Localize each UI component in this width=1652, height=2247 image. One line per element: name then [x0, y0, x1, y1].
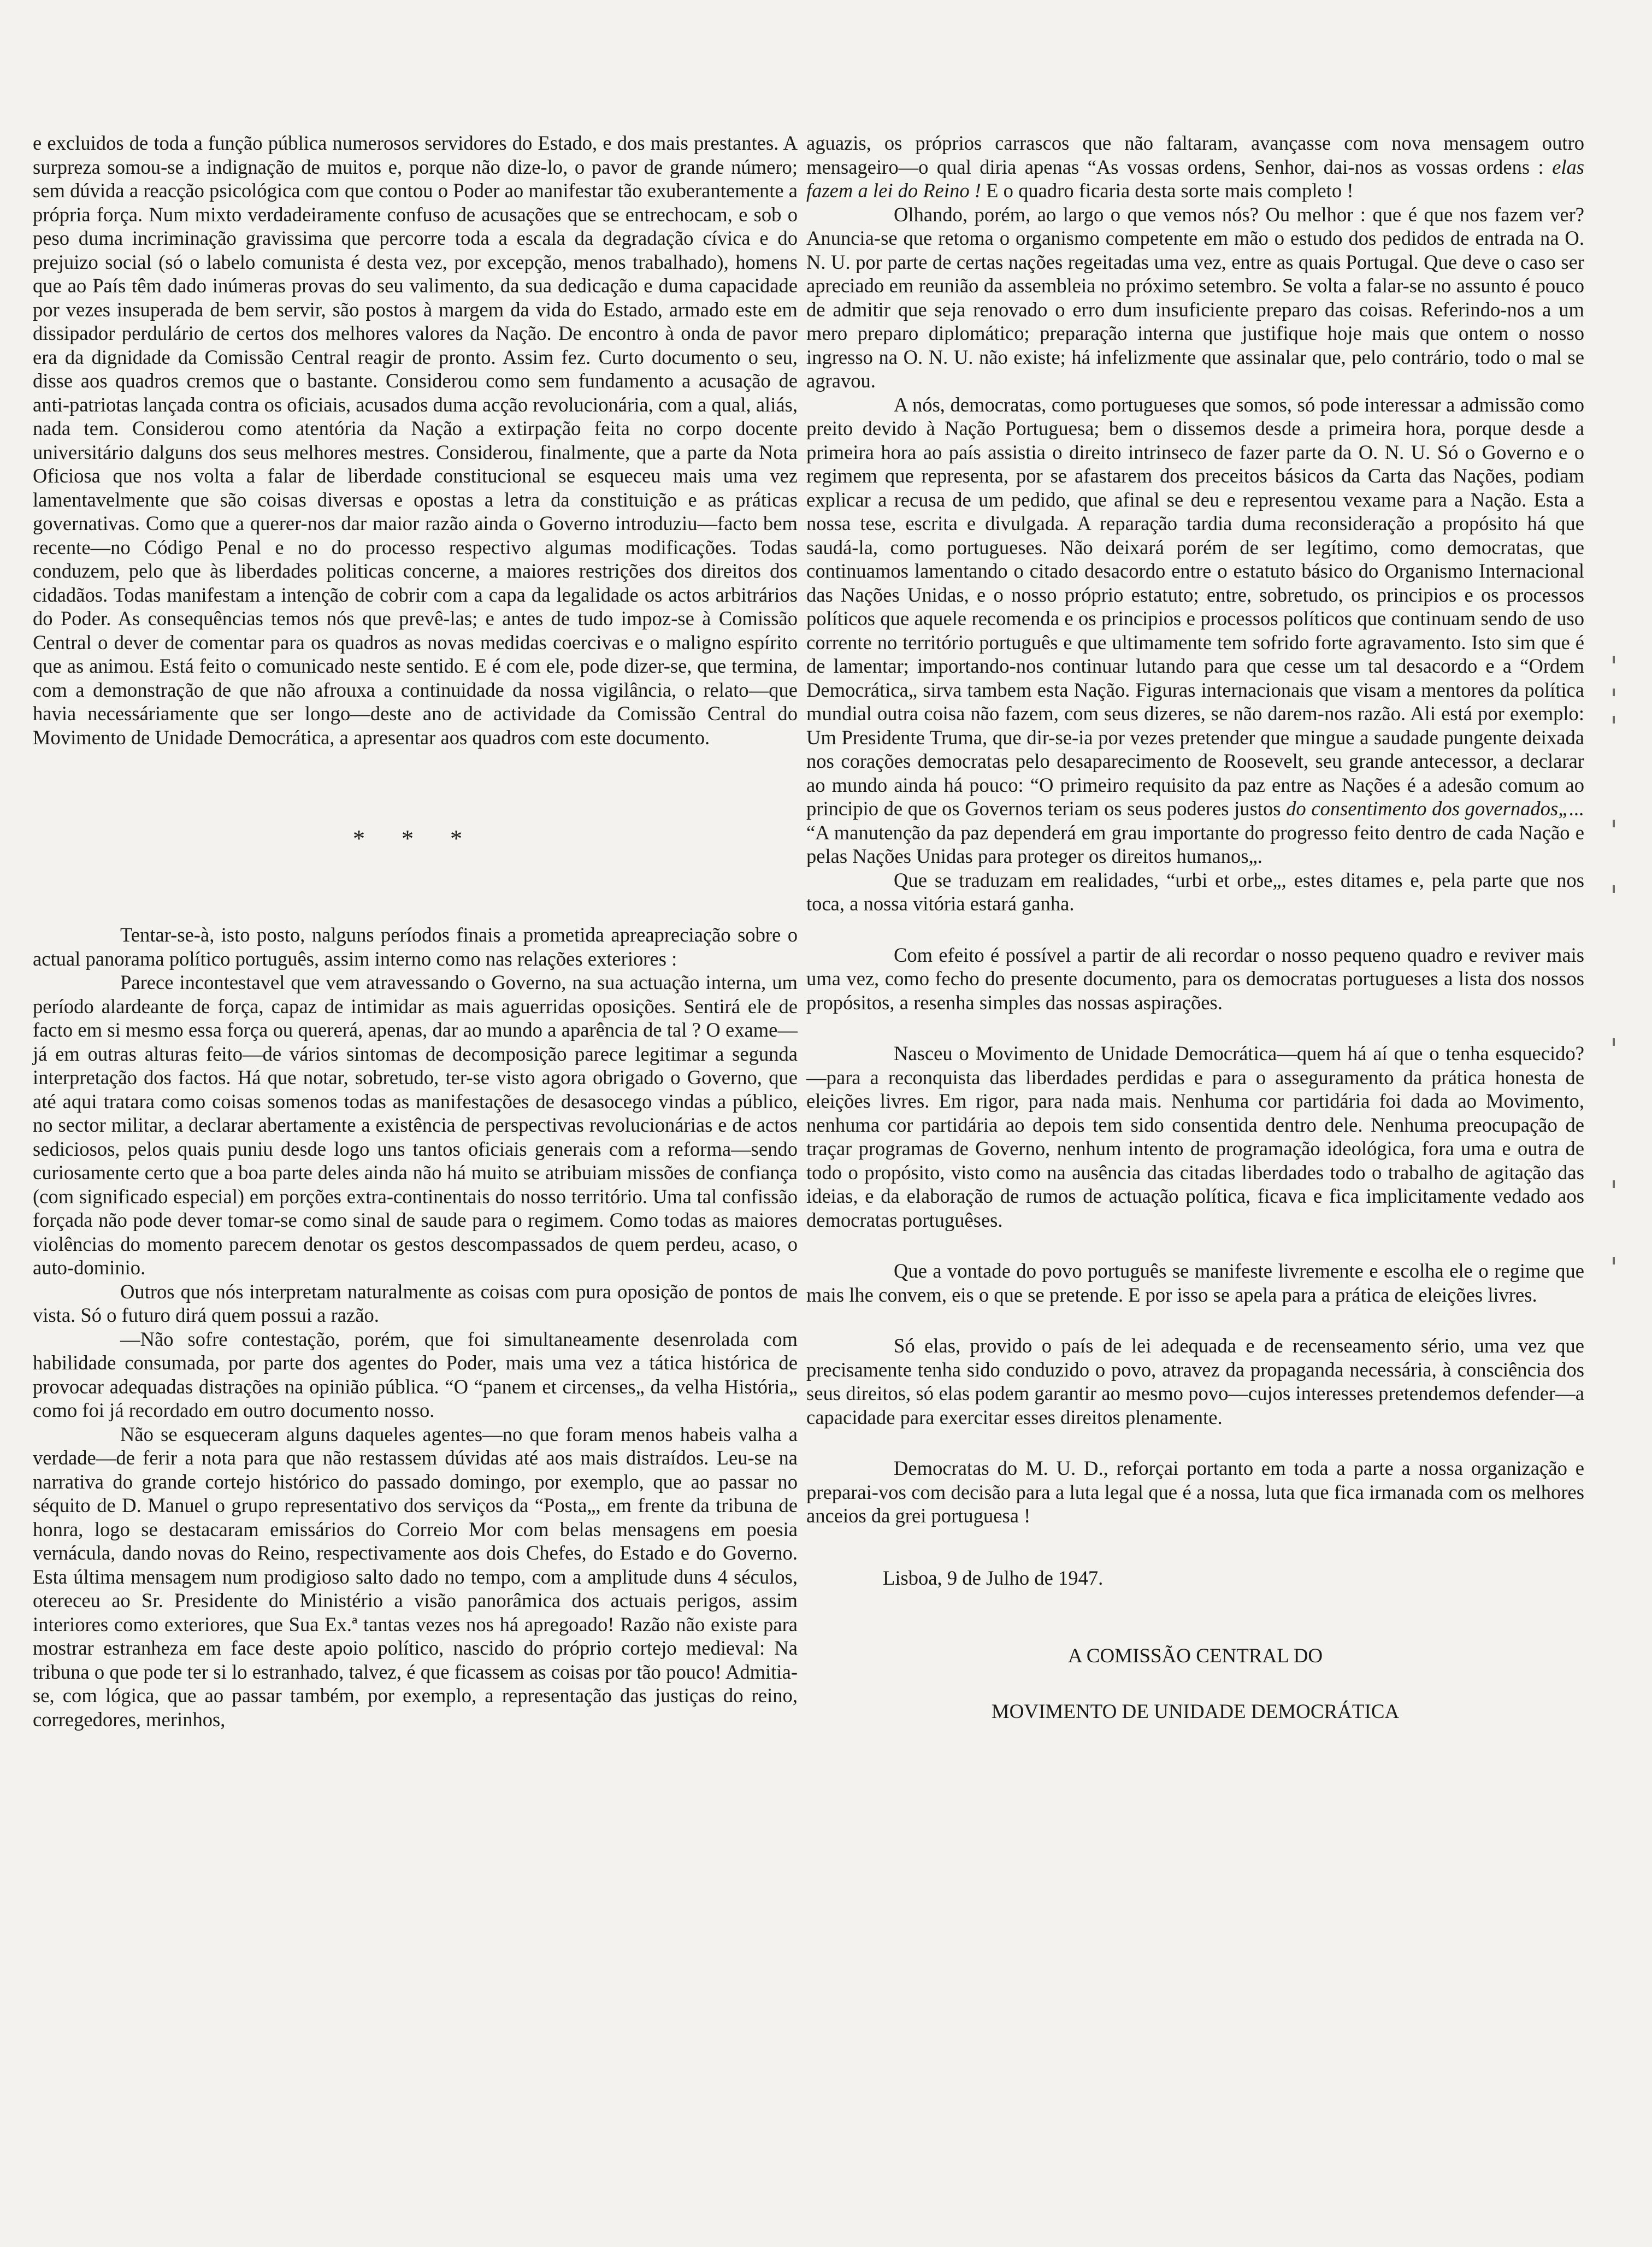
- italic-quote: elas fazem a lei do Reino !: [806, 155, 1584, 202]
- paragraph: Com efeito é possível a partir de ali recordar o nosso pequeno quadro e reviver mais uma vez, como fecho do presente documento, para os democratas portugueses a lista dos nossos propósitos, a resenha simples das nossas aspirações.: [806, 943, 1584, 1014]
- signature-line: A COMISSÃO CENTRAL DO: [1067, 1645, 1323, 1667]
- paragraph: Democratas do M. U. D., reforçai portanto em toda a parte a nossa organização e preparai-vos com decisão para a luta legal que é a nossa, luta que fica irmanada com os melhores anceios da grei portuguesa !: [806, 1457, 1584, 1527]
- paragraph: [806, 131, 1584, 203]
- margin-specks: [1613, 656, 1629, 1421]
- paragraph: Que se traduzam em realidades, “urbi et orbe„, estes ditames e, pela parte que nos toca, a nossa vitória estará ganha.: [806, 868, 1584, 915]
- paragraph: Outros que nós interpretam naturalmente as coisas com pura oposição de pontos de vista. Só o futuro dirá quem possui a razão.: [33, 1280, 798, 1326]
- paragraph: Nasceu o Movimento de Unidade Democrática—quem há aí que o tenha esquecido?—para a reconquista das liberdades perdidas e para o asseguramento da prática honesta de eleições livres. Em rigor, para nada mais. Nenhuma cor partidária foi dada ao Movimento, nenhuma cor partidária ao depois tem sido consentida dentro dele. Nenhuma preocupação de traçar programas de Governo, nenhum intento de programação ideológica, fora uma e outra de todo o propósito, visto como na ausência das citadas liberdades todo o trabalho de agitação das ideias, e da elaboração de rumos de actuação política, ficava e fica implicitamente vedado aos democratas portuguêses.: [806, 1042, 1584, 1231]
- paragraph: Não se esqueceram alguns daqueles agentes—no que foram menos habeis valha a verdade—de ferir a nota para que não restassem dúvidas até aos mais distraídos. Leu-se na narrativa do grande cortejo histórico do passado domingo, por exemplo, que ao passar no séquito de D. Manuel o grupo representativo dos serviços da “Posta„, em frente da tribuna de honra, logo se destacaram emissários do Correio Mor com belas mensagens em poesia vernácula, dando novas do Reino, respectivamente aos dois Chefes, do Estado e do Governo. Esta última mensagem num prodigioso salto dado no tempo, com a amplitude duns 4 séculos, otereceu ao Sr. Presidente do Ministério a visão panorâmica dos actuais perigos, assim interiores como exteriores, que Sua Ex.ª tantas vezes nos há apregoado! Razão não existe para mostrar estranheza em face deste apoio político, nascido do próprio cortejo medieval: Na tribuna o que pode ter si lo estranhado, talvez, é que ficassem as coisas por tão pouco! Admitia-se, com lógica, que ao passar também, por exemplo, a representação das justiças do reino, corregedores, merinhos,: [33, 1422, 798, 1731]
- left-column: [33, 131, 798, 1731]
- paragraph: Parece incontestavel que vem atravessando o Governo, na sua actuação interna, um período alardeante de força, capaz de intimidar as mais aguerridas oposições. Sentirá ele de facto em si mesmo essa força ou quererá, apenas, dar ao mundo a aparência de tal ? O exame—já em outras alturas feito—de vários sintomas de decomposição parece legitimar a segunda interpretação dos factos. Há que notar, sobretudo, ter-se visto agora obrigado o Governo, que até aqui tratara como coisas somenos todas as manifestações de desasocego vindas a público, no sector militar, a declarar abertamente a existência de perspectivas revolucionárias e de actos sediciosos, pelos quais puniu desde logo uns tantos oficiais generais com a reforma—sendo curiosamente certo que a boa parte deles ainda não há muito se atribuiam missões de confiança (com significado especial) em porções extra-continentais do nosso território. Uma tal confissão forçada não pode dever tomar-se como sinal de saude para o regimem. Como todas as maiores violências do momento parecem denotar os gestos descompassados de quem perdeu, acaso, o auto-dominio.: [33, 971, 798, 1279]
- signature-line: MOVIMENTO DE UNIDADE DEMOCRÁTICA: [991, 1700, 1400, 1723]
- text-run: “A manutenção da paz dependerá em grau importante do progresso feito dentro de cada Nação e pelas Nações Unidas para proteger os direitos humanos„.: [806, 821, 1584, 867]
- paragraph: Tentar-se-à, isto posto, nalguns períodos finais a prometida apreapreciação sobre o actual panorama político português, assim interno como nas relações exteriores :: [33, 923, 798, 970]
- paragraph: e excluidos de toda a função pública numerosos servidores do Estado, e dos mais prestantes. A surpreza somou-se a indignação de muitos e, porque não dize-lo, o pavor de grande número; sem dúvida a reacção psicológica com que contou o Poder ao manifestar tão exuberantemente a própria força. Num mixto verdadeiramente confuso de acusações que se entrechocam, e sob o peso duma incriminação gravissima que percorre toda a escala da degradação cívica e do prejuizo social (só o labelo comunista é desta vez, por excepção, menos trabalhado), homens que ao País têm dado inúmeras provas do seu valimento, da sua dedicação e duma capacidade por vezes insuperada de bem servir, são postos à margem da vida do Estado, armado este em dissipador perdulário de certos dos melhores valores da Nação. De encontro à onda de pavor era da dignidade da Comissão Central reagir de pronto. Assim fez. Curto documento o seu, disse aos quadros cremos que o bastante. Considerou como sem fundamento a acusação de anti-patriotas lançada contra os oficiais, acusados duma acção revolucionária, com a qual, aliás, nada tem. Considerou como atentória da Nação a extirpação feita no corpo docente universitário dalguns dos seus melhores mestres. Considerou, finalmente, que a parte da Nota Oficiosa que nos volta a falar de liberdade constitucional se esqueceu mais uma vez lamentavelmente que são coisas diversas e opostas a letra da constituição e as práticas governativas. Como que a querer-nos dar maior razão ainda o Governo introduziu—facto bem recente—no Código Penal e no do processo respectivo algumas modificações. Todas conduzem, pelo que às liberdades politicas concerne, a maiores restrições dos direitos dos cidadãos. Todas manifestam a intenção de cobrir com a capa da legalidade os actos arbitrários do Poder. As consequências temos nós que prevê-las; e antes de tudo impoz-se à Comissão Central o dever de comentar para os quadros as novas medidas coercivas e o maligno espírito que as animou. Está feito o comunicado neste sentido. E é com ele, pode dizer-se, que termina, com a demonstração de que não afrouxa a continuidade da nossa vigilância, o relato—que havia necessáriamente que ser longo—deste ano de actividade da Comissão Central do Movimento de Unidade Democrática, a apresentar aos quadros com este documento.: [33, 132, 798, 749]
- paragraph: [806, 393, 1584, 868]
- place-date: Lisboa, 9 de Julho de 1947.: [883, 1566, 1104, 1589]
- text-run: A nós, democratas, como portugueses que somos, só pode interessar a admissão como preito devido à Nação Portuguesa; bem o dissemos desde a primeira hora, porque desde a primeira hora ao país assistia o direito intrinseco de fazer parte da O. N. U. Só o Governo e o regimem que representa, por se afastarem dos preceitos básicos da Carta das Nações, podiam explicar a recusa de um pedido, que afinal se deu e representou vexame para a Nação. Esta a nossa tese, escrita e divulgada. A reparação tardia duma reconsideração a propósito há que saudá-la, como portugueses. Não deixará porém de ser legítimo, como democratas, que continuamos lamentando o citado desacordo entre o estatuto básico do Organismo Internacional das Nações Unidas, e o nosso próprio estatuto; entre, sobretudo, os principios e os processos políticos que aquele recomenda e os principios e processos políticos que continuam sendo de uso corrente no território português e que ultimamente tem sofrido forte agravamento. Isto sim que é de lamentar; importando-nos continuar lutando para que cesse um tal desacordo e a “Ordem Democrática„ sirva tambem esta Nação. Figuras internacionais que visam a mentores da política mundial outra coisa não fazem, com seus dizeres, se não darem-nos razão. Ali está por exemplo: Um Presidente Truma, que dir-se-ia por vezes pretender que mingue a saudade pungente deixada nos corações democratas pelo desaparecimento de Roosevelt, seu grande antecessor, a declarar ao mundo ainda há pouco: “O primeiro requisito da paz entre as Nações é a adesão comum ao principio de que os Governos teriam os seus poderes justos: [806, 393, 1584, 820]
- section-separator: * * *: [353, 825, 477, 852]
- paragraph: Olhando, porém, ao largo o que vemos nós? Ou melhor : que é que nos fazem ver? Anuncia-se que retoma o organismo competente em mão o estudo dos pedidos de entrada na O. N. U. por parte de certas nações regeitadas uma vez, entre as quais Portugal. Que deve o caso ser apreciado em reunião da assembleia no próximo setembro. Se volta a falar-se no assunto é pouco de admitir que seja renovado o erro dum insuficiente preparo das coisas. Referindo-nos a um mero preparo diplomático; preparação interna que justifique hoje mais que ontem o nosso ingresso na O. N. U. não existe; há infelizmente que assinalar que, pelo contrário, todo o mal se agravou.: [806, 203, 1584, 392]
- text-run: E o quadro ficaria desta sorte mais completo !: [981, 179, 1354, 202]
- paragraph: Só elas, provido o país de lei adequada e de recenseamento sério, uma vez que precisamente tenha sido conduzido o povo, atravez da propaganda necessária, à consciência dos seus direitos, só elas podem garantir ao mesmo povo—cujos interesses pretendemos defender—a capacidade para exercitar esses direitos plenamente.: [806, 1334, 1584, 1428]
- italic-quote: do consentimento dos governados„...: [1286, 797, 1584, 820]
- text-run: aguazis, os próprios carrascos que não faltaram, avançasse com nova mensagem outro mensageiro—o qual diria apenas “As vossas ordens, Senhor, dai-nos as vossas ordens :: [806, 132, 1584, 178]
- paragraph: —Não sofre contestação, porém, que foi simultaneamente desenrolada com habilidade consumada, por parte dos agentes do Poder, mais uma vez a tática histórica de provocar adequadas distrações na opinião pública. “O “panem et circenses„ da velha História„ como foi já recordado em outro documento nosso.: [33, 1327, 798, 1421]
- paragraph: Que a vontade do povo português se manifeste livremente e escolha ele o regime que mais lhe convem, eis o que se pretende. E por isso se apela para a prática de eleições livres.: [806, 1260, 1584, 1306]
- right-column: [806, 131, 1584, 1724]
